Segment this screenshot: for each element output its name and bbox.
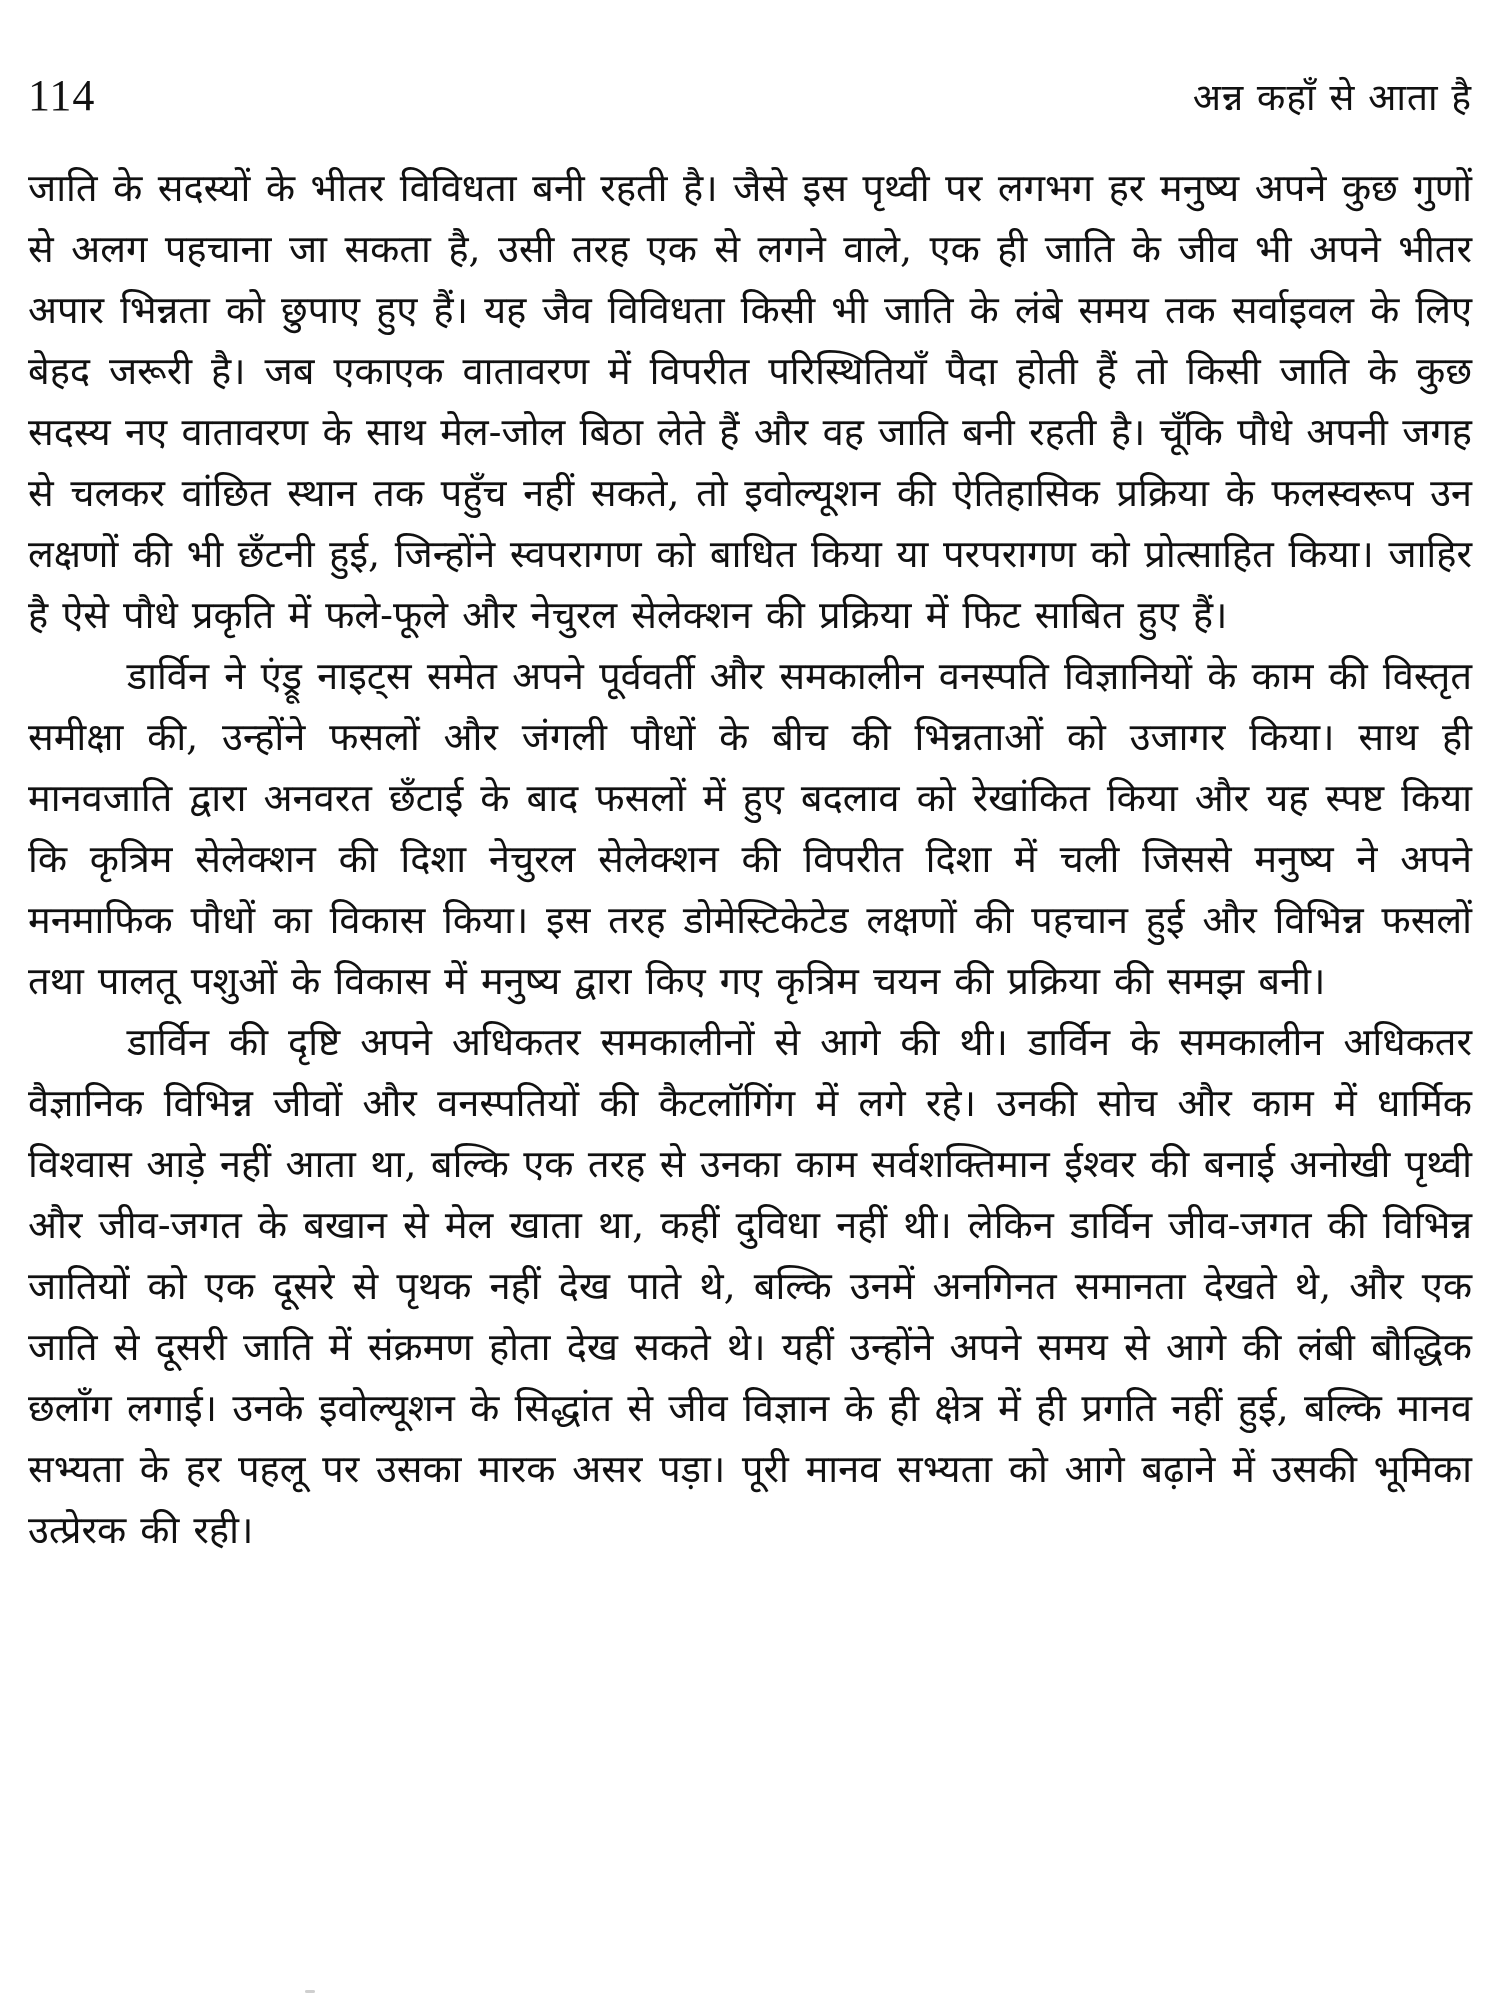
page-number: 114 [28,71,96,120]
running-title: अन्न कहाँ से आता है [1192,76,1472,119]
body-text [28,158,1472,1561]
paragraph-3: डार्विन की दृष्टि अपने अधिकतर समकालीनों से आगे की थी। डार्विन के समकालीन अधिकतर वैज्ञानिक विभिन्न जीवों और वनस्पतियों की कैटलॉगिंग में लगे रहे। उनकी सोच और काम में धार्मिक विश्वास आड़े नहीं आता था, बल्कि एक तरह से उनका काम सर्वशक्तिमान ईश्वर की बनाई अनोखी पृथ्वी और जीव-जगत के बखान से मेल खाता था, कहीं दुविधा नहीं थी। लेकिन डार्विन जीव-जगत की विभिन्न जातियों को एक दूसरे से पृथक नहीं देख पाते थे, बल्कि उनमें अनगिनत समानता देखते थे, और एक जाति से दूसरी जाति में संक्रमण होता देख सकते थे। यहीं उन्होंने अपने समय से आगे की लंबी बौद्धिक छलाँग लगाई। उनके इवोल्यूशन के सिद्धांत से जीव विज्ञान के ही क्षेत्र में ही प्रगति नहीं हुई, बल्कि मानव सभ्यता के हर पहलू पर उसका मारक असर पड़ा। पूरी मानव सभ्यता को आगे बढ़ाने में उसकी भूमिका उत्प्रेरक की रही। [28,1020,1472,1552]
scan-speck [305,1990,315,1993]
running-header [28,70,1472,140]
paragraph-2: डार्विन ने एंड्रू नाइट्स समेत अपने पूर्ववर्ती और समकालीन वनस्पति विज्ञानियों के काम की विस्तृत समीक्षा की, उन्होंने फसलों और जंगली पौधों के बीच की भिन्नताओं को उजागर किया। साथ ही मानवजाति द्वारा अनवरत छँटाई के बाद फसलों में हुए बदलाव को रेखांकित किया और यह स्पष्ट किया कि कृत्रिम सेलेक्शन की दिशा नेचुरल सेलेक्शन की विपरीत दिशा में चली जिससे मनुष्य ने अपने मनमाफिक पौधों का विकास किया। इस तरह डोमेस्टिकेटेड लक्षणों की पहचान हुई और विभिन्न फसलों तथा पालतू पशुओं के विकास में मनुष्य द्वारा किए गए कृत्रिम चयन की प्रक्रिया की समझ बनी। [28,654,1472,1003]
paragraph-1: जाति के सदस्यों के भीतर विविधता बनी रहती है। जैसे इस पृथ्वी पर लगभग हर मनुष्य अपने कुछ गुणों से अलग पहचाना जा सकता है, उसी तरह एक से लगने वाले, एक ही जाति के जीव भी अपने भीतर अपार भिन्नता को छुपाए हुए हैं। यह जैव विविधता किसी भी जाति के लंबे समय तक सर्वाइवल के लिए बेहद जरूरी है। जब एकाएक वातावरण में विपरीत परिस्थितियाँ पैदा होती हैं तो किसी जाति के कुछ सदस्य नए वातावरण के साथ मेल-जोल बिठा लेते हैं और वह जाति बनी रहती है। चूँकि पौधे अपनी जगह से चलकर वांछित स्थान तक पहुँच नहीं सकते, तो इवोल्यूशन की ऐतिहासिक प्रक्रिया के फलस्वरूप उन लक्षणों की भी छँटनी हुई, जिन्होंने स्वपरागण को बाधित किया या परपरागण को प्रोत्साहित किया। जाहिर है ऐसे पौधे प्रकृति में फले-फूले और नेचुरल सेलेक्शन की प्रक्रिया में फिट साबित हुए हैं। [28,166,1472,637]
